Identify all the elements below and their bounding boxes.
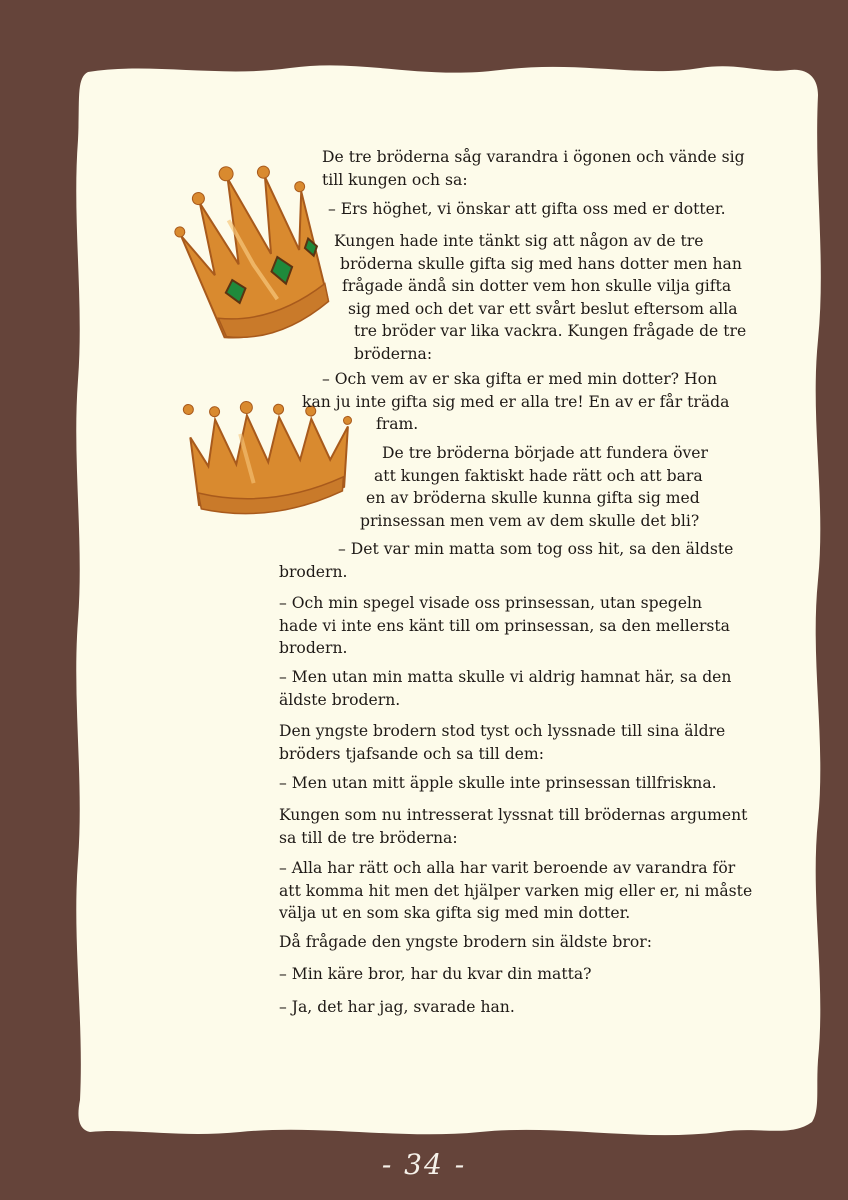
text-line: bröderna skulle gifta sig med hans dotter men han (340, 254, 742, 273)
paragraph (279, 592, 730, 660)
paragraph (328, 198, 726, 221)
text-line: – Men utan mitt äpple skulle inte prinsessan tillfriskna. (279, 774, 717, 792)
text-line: De tre bröderna började att fundera över (382, 444, 708, 462)
text-line: tre bröder var lika vackra. Kungen frågade de tre (354, 322, 747, 340)
text-line: kan ju inte gifta sig med er alla tre! En av er får träda (302, 392, 730, 411)
text-line: – Och min spegel visade oss prinsessan, utan spegeln (279, 594, 703, 612)
paragraph (279, 666, 731, 711)
text-line: sig med och det var ett svårt beslut eftersom alla (348, 299, 738, 318)
paragraph (0, 230, 746, 365)
text-line: – Men utan min matta skulle vi aldrig hamnat här, sa den (279, 668, 732, 686)
paragraph (322, 146, 745, 191)
text-line: brodern. (279, 562, 348, 581)
text-line: en av bröderna skulle kunna gifta sig med (366, 489, 700, 507)
text-line: välja ut en som ska gifta sig med min dotter. (279, 904, 631, 922)
paragraph (279, 931, 652, 954)
text-line: frågade ändå sin dotter vem hon skulle vilja gifta (342, 277, 732, 295)
paragraph (0, 368, 729, 436)
text-line: De tre bröderna såg varandra i ögonen och vände sig (322, 148, 745, 166)
text-line: hade vi inte ens känt till om prinsessan, sa den mellersta (279, 616, 730, 635)
text-line: prinsessan men vem av dem skulle det bli? (360, 511, 700, 530)
text-line: att komma hit men det hjälper varken mig eller er, ni måste (279, 881, 753, 900)
paragraph (279, 963, 592, 986)
paragraph (279, 804, 747, 849)
paragraph (0, 538, 733, 583)
text-line: fram. (376, 415, 419, 433)
text-line: bröderna: (354, 344, 433, 363)
text-line: sa till de tre bröderna: (279, 828, 458, 847)
text-line: Då frågade den yngste brodern sin äldste bror: (279, 933, 652, 951)
paragraph (279, 857, 752, 925)
paragraph (279, 772, 717, 795)
text-line: att kungen faktiskt hade rätt och att bara (374, 466, 703, 485)
paragraph (279, 996, 515, 1019)
text-line: – Det var min matta som tog oss hit, sa den äldste (338, 540, 734, 558)
page-number: - 34 - (381, 1148, 467, 1181)
paragraph (279, 720, 725, 765)
text-line: – Ja, det har jag, svarade han. (279, 998, 515, 1016)
text-line: Den yngste brodern stod tyst och lyssnade till sina äldre (279, 722, 726, 740)
text-line: till kungen och sa: (322, 170, 468, 189)
text-line: Kungen som nu intresserat lyssnat till brödernas argument (279, 806, 748, 824)
text-line: brodern. (279, 639, 348, 657)
text-line: – Alla har rätt och alla har varit beroende av varandra för (279, 859, 736, 877)
text-line: – Min käre bror, har du kvar din matta? (279, 965, 592, 983)
text-line: – Ers höghet, vi önskar att gifta oss med er dotter. (328, 200, 726, 218)
text-line: bröders tjafsande och sa till dem: (279, 744, 544, 763)
text-line: äldste brodern. (279, 690, 401, 709)
text-line: Kungen hade inte tänkt sig att någon av de tre (334, 232, 704, 250)
text-line: – Och vem av er ska gifta er med min dotter? Hon (322, 370, 718, 388)
paragraph (0, 442, 708, 532)
